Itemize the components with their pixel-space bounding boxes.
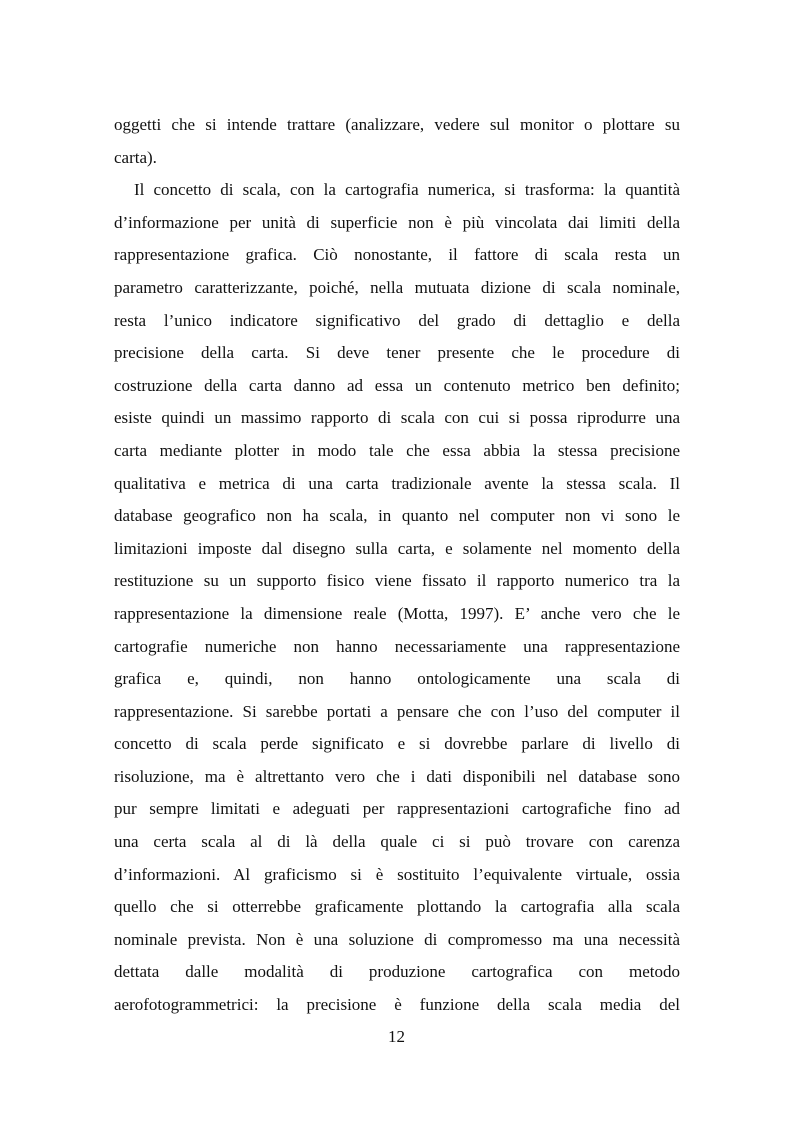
text-line: carta). <box>114 147 157 167</box>
text-line: nominale prevista. Non è una soluzione di compromesso ma una necessità <box>114 929 680 949</box>
text-line: esiste quindi un massimo rapporto di scala con cui si possa riprodurre una <box>114 408 680 428</box>
text-line: parametro caratterizzante, poiché, nella mutuata dizione di scala nominale, <box>114 277 680 297</box>
text-line: quello che si otterrebbe graficamente plottando la cartografia alla scala <box>114 897 680 917</box>
text-line: qualitativa e metrica di una carta tradizionale avente la stessa scala. Il <box>114 473 680 493</box>
text-line: resta l’unico indicatore significativo del grado di dettaglio e della <box>114 310 680 330</box>
text-line: grafica e, quindi, non hanno ontologicamente una scala di <box>114 669 680 689</box>
text-line: rappresentazione grafica. Ciò nonostante, il fattore di scala resta un <box>114 245 680 265</box>
text-line: d’informazione per unità di superficie non è più vincolata dai limiti della <box>114 212 680 232</box>
text-line: rappresentazione. Si sarebbe portati a pensare che con l’uso del computer il <box>114 701 680 721</box>
text-line: cartografie numeriche non hanno necessariamente una rappresentazione <box>114 636 680 656</box>
text-line: risoluzione, ma è altrettanto vero che i dati disponibili nel database sono <box>114 766 680 786</box>
page-number: 12 <box>388 1027 405 1046</box>
document-body <box>114 109 680 1022</box>
text-line: d’informazioni. Al graficismo si è sostituito l’equivalente virtuale, ossia <box>114 864 680 884</box>
text-line: precisione della carta. Si deve tener presente che le procedure di <box>114 343 680 363</box>
text-line: rappresentazione la dimensione reale (Motta, 1997). E’ anche vero che le <box>114 603 680 623</box>
text-line: carta mediante plotter in modo tale che essa abbia la stessa precisione <box>114 440 680 460</box>
text-line: una certa scala al di là della quale ci si può trovare con carenza <box>114 832 680 852</box>
text-line: aerofotogrammetrici: la precisione è funzione della scala media del <box>114 995 680 1015</box>
text-line: concetto di scala perde significato e si dovrebbe parlare di livello di <box>114 734 680 754</box>
text-line: restituzione su un supporto fisico viene fissato il rapporto numerico tra la <box>114 571 680 591</box>
text-line: Il concetto di scala, con la cartografia numerica, si trasforma: la quantità <box>134 180 680 200</box>
text-line: pur sempre limitati e adeguati per rappresentazioni cartografiche fino ad <box>114 799 680 819</box>
text-line: dettata dalle modalità di produzione cartografica con metodo <box>114 962 680 982</box>
text-line: database geografico non ha scala, in quanto nel computer non vi sono le <box>114 506 680 526</box>
text-line: limitazioni imposte dal disegno sulla carta, e solamente nel momento della <box>114 538 680 558</box>
text-line: oggetti che si intende trattare (analizzare, vedere sul monitor o plottare su <box>114 115 680 134</box>
text-line: costruzione della carta danno ad essa un contenuto metrico ben definito; <box>114 375 680 395</box>
